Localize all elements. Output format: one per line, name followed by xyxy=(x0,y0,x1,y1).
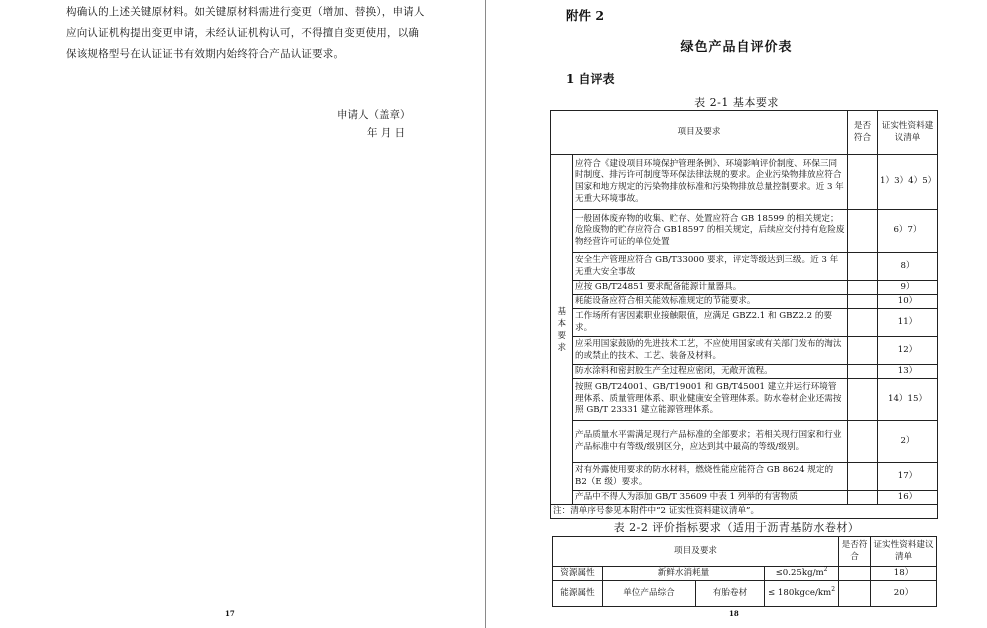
annex-label: 附件 2 xyxy=(566,8,605,23)
header-compliance: 是否符合 xyxy=(839,537,871,567)
page-number: 18 xyxy=(729,609,739,618)
document-title: 绿色产品自评价表 xyxy=(680,40,793,55)
limit-cell xyxy=(765,581,839,607)
evidence-cell: 1）3）4）5） xyxy=(878,155,938,210)
table-row xyxy=(553,581,937,607)
evidence-cell: 12） xyxy=(878,337,938,365)
table-row xyxy=(551,463,938,491)
table-row xyxy=(551,295,938,309)
requirement-cell: 应符合《建设项目环境保护管理条例》、环境影响评价制度、环保三同时制度、排污许可制度等环保法律法规的要求。企业污染物排放应符合国家和地方规定的污染物排放标准和污染物排放总量控制要求。近 3 年无重大环境事故。 xyxy=(573,155,848,210)
indicator-cell: 单位产品综合 xyxy=(603,581,696,607)
table-row xyxy=(553,567,937,581)
requirement-cell: 产品中不得人为添加 GB/T 35609 中表 1 列举的有害物质 xyxy=(573,491,848,505)
table-note: 注：清单序号参见本附件中“2 证实性资料建议清单”。 xyxy=(551,505,938,519)
compliance-cell xyxy=(839,581,871,607)
table-header-row xyxy=(551,111,938,155)
limit-unit-exponent: 2 xyxy=(831,585,836,593)
evidence-cell: 13） xyxy=(878,365,938,379)
limit-cell xyxy=(765,567,839,581)
limit-value: ≤0.25kg/m xyxy=(775,567,824,578)
requirement-cell: 耗能设备应符合相关能效标准规定的节能要求。 xyxy=(573,295,848,309)
applicant-seal-label: 申请人（盖章） xyxy=(337,109,411,121)
body-paragraph: 构确认的上述关键原材料。如关键原材料需进行变更（增加、替换），申请人应向认证机构提出变更申请，未经认证机构认可，不得擅自变更使用，以确保该规格型号在认证证书有效期内始终符合产品认证要求。 xyxy=(66,6,425,60)
indicator-cell: 新鲜水消耗量 xyxy=(603,567,765,581)
evidence-cell: 10） xyxy=(878,295,938,309)
evidence-cell: 16） xyxy=(878,491,938,505)
compliance-cell xyxy=(848,295,878,309)
basic-requirements-table xyxy=(550,110,938,519)
requirement-cell: 按照 GB/T24001、GB/T19001 和 GB/T45001 建立并运行环境管理体系、质量管理体系、职业健康安全管理体系。防水卷材企业还需按照 GB/T 23331 建立能源管理体系。 xyxy=(573,379,848,421)
compliance-cell xyxy=(848,421,878,463)
group-label-cell xyxy=(551,155,573,505)
left-page xyxy=(0,0,485,628)
evidence-cell: 8） xyxy=(878,253,938,281)
table-row xyxy=(551,379,938,421)
limit-unit-exponent: 2 xyxy=(823,565,828,573)
compliance-cell xyxy=(848,210,878,253)
table-row xyxy=(551,365,938,379)
date-label: 年 月 日 xyxy=(367,127,406,139)
table-row xyxy=(551,253,938,281)
table1-caption: 表 2-1 基本要求 xyxy=(694,96,779,109)
category-cell: 能源属性 xyxy=(553,581,603,607)
evidence-cell: 14）15） xyxy=(878,379,938,421)
requirement-cell: 对有外露使用要求的防水材料，燃烧性能应能符合 GB 8624 规定的 B2（E 级）要求。 xyxy=(573,463,848,491)
compliance-cell xyxy=(848,309,878,337)
table-row xyxy=(551,337,938,365)
header-evidence: 证实性资料建议清单 xyxy=(871,537,937,567)
evidence-cell: 2） xyxy=(878,421,938,463)
table-row xyxy=(551,421,938,463)
requirement-cell: 一般固体废弃物的收集、贮存、处置应符合 GB 18599 的相关规定；危险废物的贮存应符合 GB18597 的相关规定，后续应交付持有危险废物经营许可证的单位处置 xyxy=(573,210,848,253)
compliance-cell xyxy=(848,155,878,210)
evidence-cell: 17） xyxy=(878,463,938,491)
requirement-cell: 应按 GB/T24851 要求配备能源计量器具。 xyxy=(573,281,848,295)
group-label: 基本要求 xyxy=(557,306,567,353)
compliance-cell xyxy=(848,491,878,505)
table-header-row xyxy=(553,537,937,567)
compliance-cell xyxy=(848,463,878,491)
header-requirement: 项目及要求 xyxy=(553,537,839,567)
table-row xyxy=(551,210,938,253)
compliance-cell xyxy=(848,253,878,281)
header-compliance: 是否符合 xyxy=(848,111,878,155)
table2-caption: 表 2-2 评价指标要求（适用于沥青基防水卷材） xyxy=(613,521,860,534)
requirement-cell: 安全生产管理应符合 GB/T33000 要求，评定等级达到三级。近 3 年无重大安全事故 xyxy=(573,253,848,281)
evidence-cell: 9） xyxy=(878,281,938,295)
page-number: 17 xyxy=(225,609,235,618)
compliance-cell xyxy=(848,379,878,421)
evidence-cell: 20） xyxy=(871,581,937,607)
evidence-cell: 11） xyxy=(878,309,938,337)
requirement-cell: 防水涂料和密封胶生产全过程应密闭，无敞开流程。 xyxy=(573,365,848,379)
section-title: 1 自评表 xyxy=(566,72,615,86)
table-row xyxy=(551,281,938,295)
product-type-cell: 有胎卷材 xyxy=(696,581,765,607)
requirement-cell: 产品质量水平需满足现行产品标准的全部要求；若相关现行国家和行业产品标准中有等级/级别区分，应达到其中最高的等级/级别。 xyxy=(573,421,848,463)
table-note-row xyxy=(551,505,938,519)
table-row xyxy=(551,491,938,505)
requirement-cell: 工作场所有害因素职业接触限值，应满足 GBZ2.1 和 GBZ2.2 的要求。 xyxy=(573,309,848,337)
right-page xyxy=(486,0,987,628)
requirement-cell: 应采用国家鼓励的先进技术工艺，不应使用国家或有关部门发布的淘汰的或禁止的技术、工艺、装备及材料。 xyxy=(573,337,848,365)
evidence-cell: 6）7） xyxy=(878,210,938,253)
evaluation-index-table xyxy=(552,536,937,607)
compliance-cell xyxy=(848,337,878,365)
limit-value: ≤ 180kgce/km xyxy=(768,587,832,598)
compliance-cell xyxy=(848,281,878,295)
table-row xyxy=(551,309,938,337)
header-requirement: 项目及要求 xyxy=(551,111,848,155)
evidence-cell: 18） xyxy=(871,567,937,581)
compliance-cell xyxy=(839,567,871,581)
table-row xyxy=(551,155,938,210)
compliance-cell xyxy=(848,365,878,379)
category-cell: 资源属性 xyxy=(553,567,603,581)
header-evidence: 证实性资料建议清单 xyxy=(878,111,938,155)
